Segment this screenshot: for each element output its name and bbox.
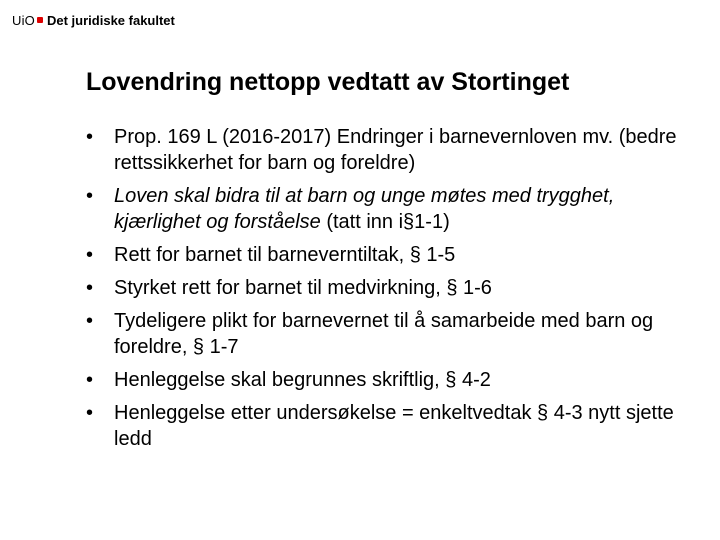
bullet-icon: • [86,244,94,266]
bullet-item [86,124,686,176]
bullet-icon: • [86,277,94,299]
bullet-list [86,124,686,459]
bullet-item [86,242,686,268]
bullet-text: Henleggelse skal begrunnes skriftlig, § 4-2 [114,369,491,391]
bullet-item [86,183,686,235]
bullet-text-italic: Loven skal bidra til at barn og unge møtes med trygghet, kjærlighet og forståelse [114,185,615,233]
bullet-item [86,367,686,393]
bullet-text: Tydeligere plikt for barnevernet til å samarbeide med barn og foreldre, § 1-7 [114,310,654,358]
bullet-item [86,275,686,301]
uio-logo [12,10,175,30]
bullet-icon: • [86,369,94,391]
bullet-text: Styrket rett for barnet til medvirkning, § 1-6 [114,277,492,299]
bullet-item [86,400,686,452]
bullet-icon: • [86,126,94,148]
faculty-name: Det juridiske fakultet [47,12,175,28]
bullet-text: Prop. 169 L (2016-2017) Endringer i barnevernloven mv. (bedre rettssikkerhet for barn og foreldre) [114,126,677,174]
bullet-text: Henleggelse etter undersøkelse = enkeltvedtak § 4-3 nytt sjette ledd [114,402,674,450]
bullet-text: (tatt inn i§1-1) [320,211,450,233]
bullet-icon: • [86,185,94,207]
bullet-icon: • [86,310,94,332]
bullet-item [86,308,686,360]
slide-title: Lovendring nettopp vedtatt av Stortinget [86,68,570,96]
bullet-icon: • [86,402,94,424]
logo-mark-icon [37,17,43,23]
bullet-text: Rett for barnet til barneverntiltak, § 1-5 [114,244,456,266]
logo-abbreviation: UiO [12,12,35,28]
